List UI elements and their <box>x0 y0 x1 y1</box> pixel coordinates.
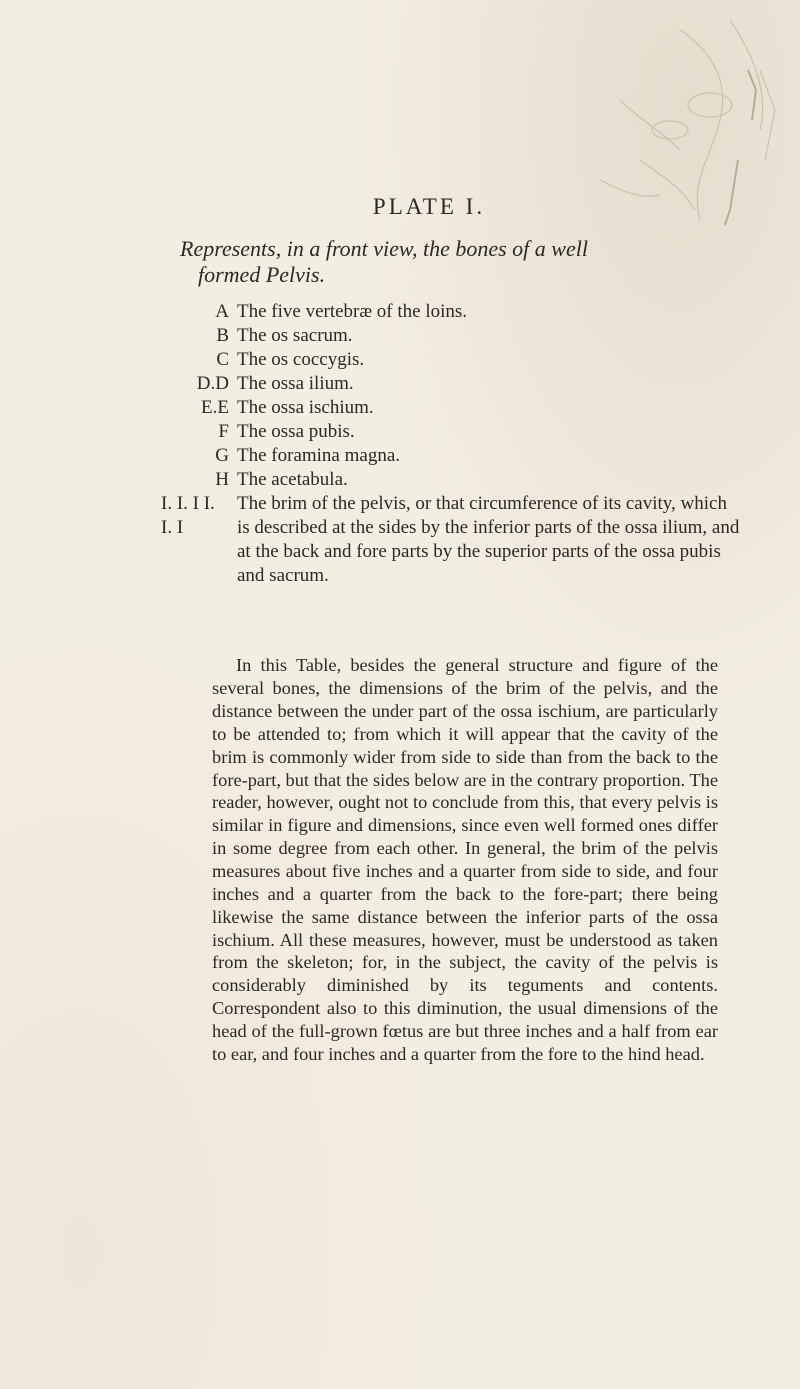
legend-description: The ossa ischium. <box>237 397 374 418</box>
legend-key: A <box>215 301 229 322</box>
legend-key: C <box>216 349 229 370</box>
legend-item <box>180 444 740 468</box>
legend-description: The acetabula. <box>237 469 348 490</box>
legend-description: The os sacrum. <box>237 325 353 346</box>
legend-key: D.D <box>196 373 229 394</box>
figure-legend <box>161 300 740 588</box>
legend-item <box>180 468 740 492</box>
legend-item <box>180 396 740 420</box>
plate-title: PLATE I. <box>372 194 486 219</box>
legend-item <box>161 492 740 588</box>
plate-subtitle <box>180 236 760 288</box>
legend-key: B <box>216 325 229 346</box>
legend-item <box>180 420 740 444</box>
legend-item <box>180 300 740 324</box>
legend-description: The brim of the pelvis, or that circumference of its cavity, which is described at the sides by the inferior parts of the ossa ilium, and at the back and fore parts by the superior parts of the ossa pubis and sacrum. <box>237 493 740 586</box>
legend-item <box>180 372 740 396</box>
legend-key: I. I. I I. I. I <box>161 493 215 538</box>
legend-key: F <box>218 421 229 442</box>
legend-description: The ossa pubis. <box>237 421 355 442</box>
legend-item <box>180 324 740 348</box>
legend-description: The ossa ilium. <box>237 373 354 394</box>
legend-key: E.E <box>201 397 229 418</box>
legend-description: The five vertebræ of the loins. <box>237 301 468 322</box>
show-through-illustration <box>560 10 790 270</box>
legend-item <box>180 348 740 372</box>
subtitle-line-1: Represents, in a front view, the bones of a well <box>180 236 588 261</box>
legend-key: G <box>215 445 229 466</box>
legend-key: H <box>215 469 229 490</box>
subtitle-line-2: formed Pelvis. <box>198 262 326 287</box>
explanatory-paragraph: In this Table, besides the general structure and figure of the several bones, the dimensions of the brim of the pelvis, and the distance between the under part of the ossa ischium, are particularly to be attended to; from which it will appear that the cavity of the brim is commonly wider from side to side than from the back to the fore-part, but that the sides below are in the contrary proportion. The reader, however, ought not to conclude from this, that every pelvis is similar in figure and dimensions, since even well formed ones differ in some degree from each other. In general, the brim of the pelvis measures about five inches and a quarter from side to side, and four inches and a quarter from the back to the fore-part; there being likewise the same distance between the inferior parts of the ossa ischium. All these measures, however, must be understood as taken from the skeleton; for, in the subject, the cavity of the pelvis is considerably diminished by its teguments and contents. Correspondent also to this diminution, the usual dimensions of the head of the full-grown fœtus are but three inches and a half from ear to ear, and four inches and a quarter from the fore to the hind head. <box>212 655 718 1064</box>
legend-description: The foramina magna. <box>237 445 401 466</box>
legend-description: The os coccygis. <box>237 349 365 370</box>
